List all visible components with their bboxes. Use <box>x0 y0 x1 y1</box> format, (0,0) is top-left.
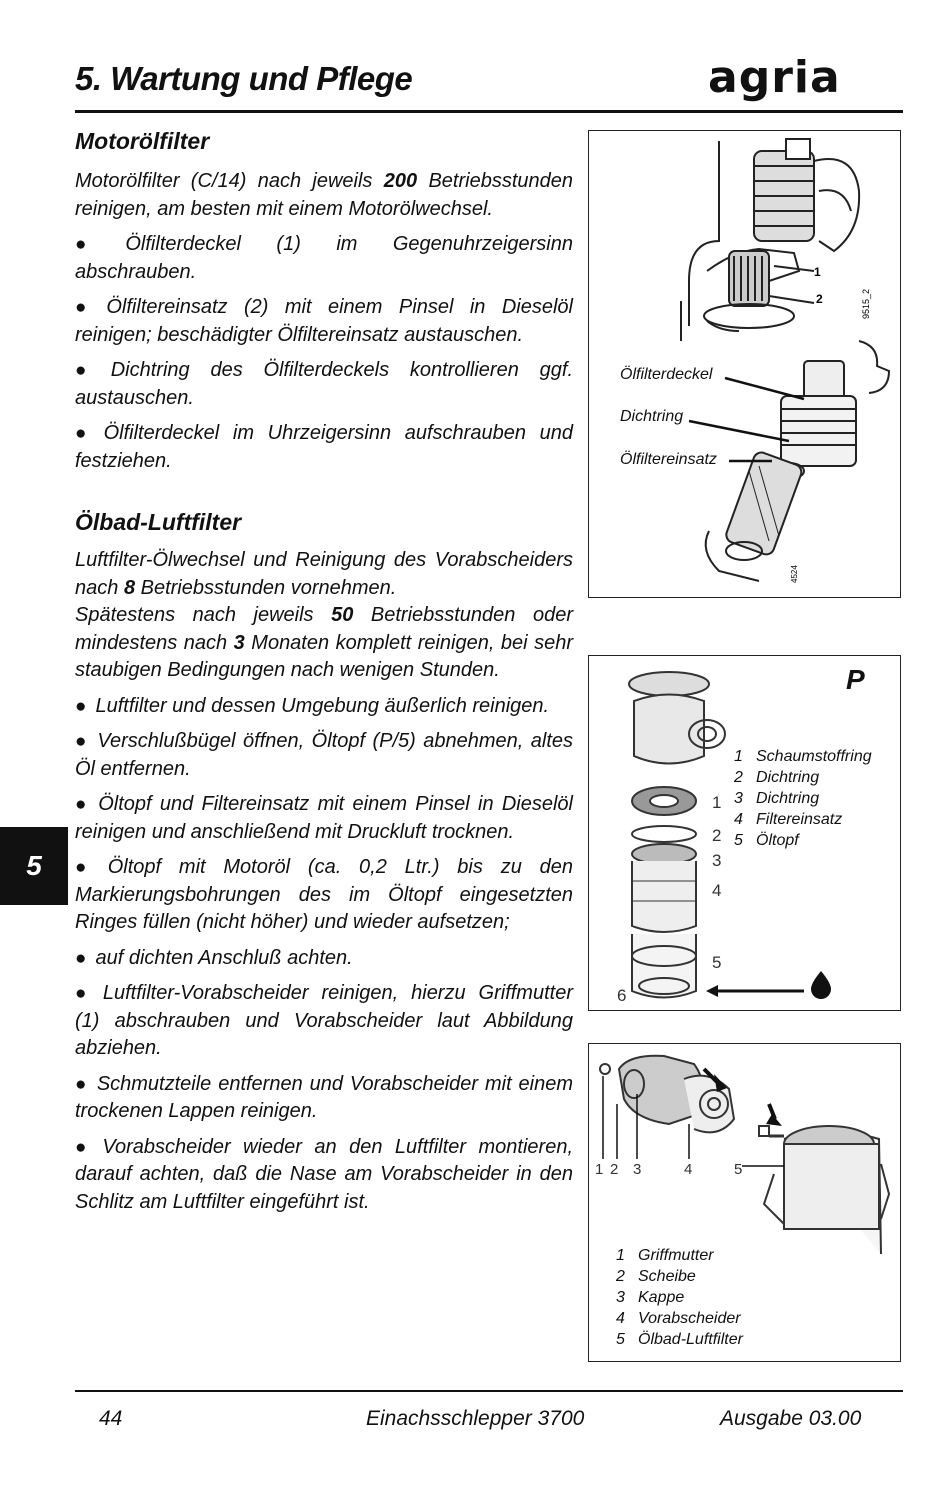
heading-luftfilter: Ölbad-Luftfilter <box>75 509 242 535</box>
luftfilter-p1: Luftfilter-Ölwechsel und Reinigung des Vorabscheiders nach 8 Betriebsstunden vornehmen. <box>75 549 573 599</box>
callout-2: 2 <box>610 1161 619 1178</box>
list-item: ● Verschlußbügel öffnen, Öltopf (P/5) abnehmen, altes Öl entfernen. <box>75 728 573 783</box>
product-name: Einachsschlepper 3700 <box>366 1407 585 1430</box>
callout-1: 1 <box>712 793 722 812</box>
callout-1: 1 <box>595 1161 604 1178</box>
image-code-bottom: 4524 <box>790 565 799 583</box>
legend-item: 1 Schaumstoffring <box>734 748 872 765</box>
label-dichtring: Dichtring <box>620 408 684 425</box>
list-item: ● Öltopf mit Motoröl (ca. 0,2 Ltr.) bis zu den Markierungsbohrungen des im Öltopf eingesetzten Ringes füllen (nicht höher) und wieder aufsetzen; <box>75 854 573 937</box>
air-filter-exploded-illustration <box>589 656 729 1010</box>
list-item: ● Dichtring des Ölfilterdeckels kontrollieren ggf. austauschen. <box>75 357 573 412</box>
logo-text: agria <box>708 52 841 103</box>
callout-2: 2 <box>712 826 722 845</box>
motoroelfilter-text <box>75 168 573 483</box>
oil-drop-arrow-icon <box>704 961 839 1001</box>
edition: Ausgabe 03.00 <box>720 1407 862 1430</box>
callout-5: 5 <box>712 953 722 972</box>
figure-pre-separator <box>588 1043 901 1362</box>
agria-logo <box>706 54 876 102</box>
list-item: ● Vorabscheider wieder an den Luftfilter montieren, darauf achten, daß die Nase am Vorabscheider in den Schlitz am Luftfilter eingeführt ist. <box>75 1134 573 1217</box>
page-number: 44 <box>99 1407 123 1430</box>
legend-item: 3 Dichtring <box>734 790 820 807</box>
legend-item: 2 Dichtring <box>734 769 820 786</box>
luftfilter-text <box>75 547 573 1224</box>
legend-item: 3 Kappe <box>616 1289 685 1306</box>
legend-item: 2 Scheibe <box>616 1268 696 1285</box>
section-tab: 5 <box>0 827 68 905</box>
header-rule <box>75 110 903 113</box>
heading-motoroelfilter: Motorölfilter <box>75 128 210 154</box>
list-item: ● Ölfilterdeckel (1) im Gegenuhrzeigersinn abschrauben. <box>75 231 573 286</box>
list-item: ● Luftfilter-Vorabscheider reinigen, hierzu Griffmutter (1) abschrauben und Vorabscheider laut Abbildung abziehen. <box>75 980 573 1063</box>
callout-3: 3 <box>633 1161 642 1178</box>
legend-item: 4 Filtereinsatz <box>734 811 843 828</box>
figure-oil-filter <box>588 130 901 598</box>
figure2-legend <box>734 746 872 851</box>
figure-letter: P <box>846 664 865 695</box>
list-item: ● Ölfilterdeckel im Uhrzeigersinn aufschrauben und festziehen. <box>75 420 573 475</box>
figure3-legend <box>616 1245 743 1350</box>
list-item: ● Öltopf und Filtereinsatz mit einem Pinsel in Dieselöl reinigen und anschließend mit Druckluft trocknen. <box>75 791 573 846</box>
callout-3: 3 <box>712 851 722 870</box>
list-item: ● Luftfilter und dessen Umgebung äußerlich reinigen. <box>75 693 573 721</box>
legend-item: 1 Griffmutter <box>616 1247 714 1264</box>
footer-rule <box>75 1390 903 1392</box>
motoroelfilter-intro: Motorölfilter (C/14) nach jeweils 200 Betriebsstunden reinigen, am besten mit einem Motorölwechsel. <box>75 170 573 220</box>
callout-5: 5 <box>734 1161 743 1178</box>
callout-1: 1 <box>814 265 821 279</box>
callout-4: 4 <box>712 881 722 900</box>
list-item: ● Schmutzteile entfernen und Vorabscheider mit einem trockenen Lappen reinigen. <box>75 1071 573 1126</box>
legend-item: 5 Ölbad-Luftfilter <box>616 1331 743 1348</box>
label-oelfiltereinsatz: Ölfiltereinsatz <box>620 451 717 468</box>
label-oelfilterdeckel: Ölfilterdeckel <box>620 366 713 383</box>
luftfilter-p2: Spätestens nach jeweils 50 Betriebsstunden oder mindestens nach 3 Monaten komplett reinigen, bei sehr staubigen Bedingungen nach wenigen Stunden. <box>75 604 574 681</box>
list-item: ● Ölfiltereinsatz (2) mit einem Pinsel in Dieselöl reinigen; beschädigter Ölfiltereinsatz austauschen. <box>75 294 573 349</box>
pre-separator-illustration <box>589 1044 900 1244</box>
oil-filter-illustration <box>589 131 900 597</box>
callout-2: 2 <box>816 292 823 306</box>
legend-item: 5 Öltopf <box>734 832 799 849</box>
page-title: 5. Wartung und Pflege <box>75 60 413 97</box>
image-code-top: 9515_2 <box>861 288 871 319</box>
figure-air-filter-parts <box>588 655 901 1011</box>
legend-item: 4 Vorabscheider <box>616 1310 741 1327</box>
callout-6: 6 <box>617 986 627 1005</box>
callout-4: 4 <box>684 1161 693 1178</box>
list-item: ● auf dichten Anschluß achten. <box>75 945 573 973</box>
